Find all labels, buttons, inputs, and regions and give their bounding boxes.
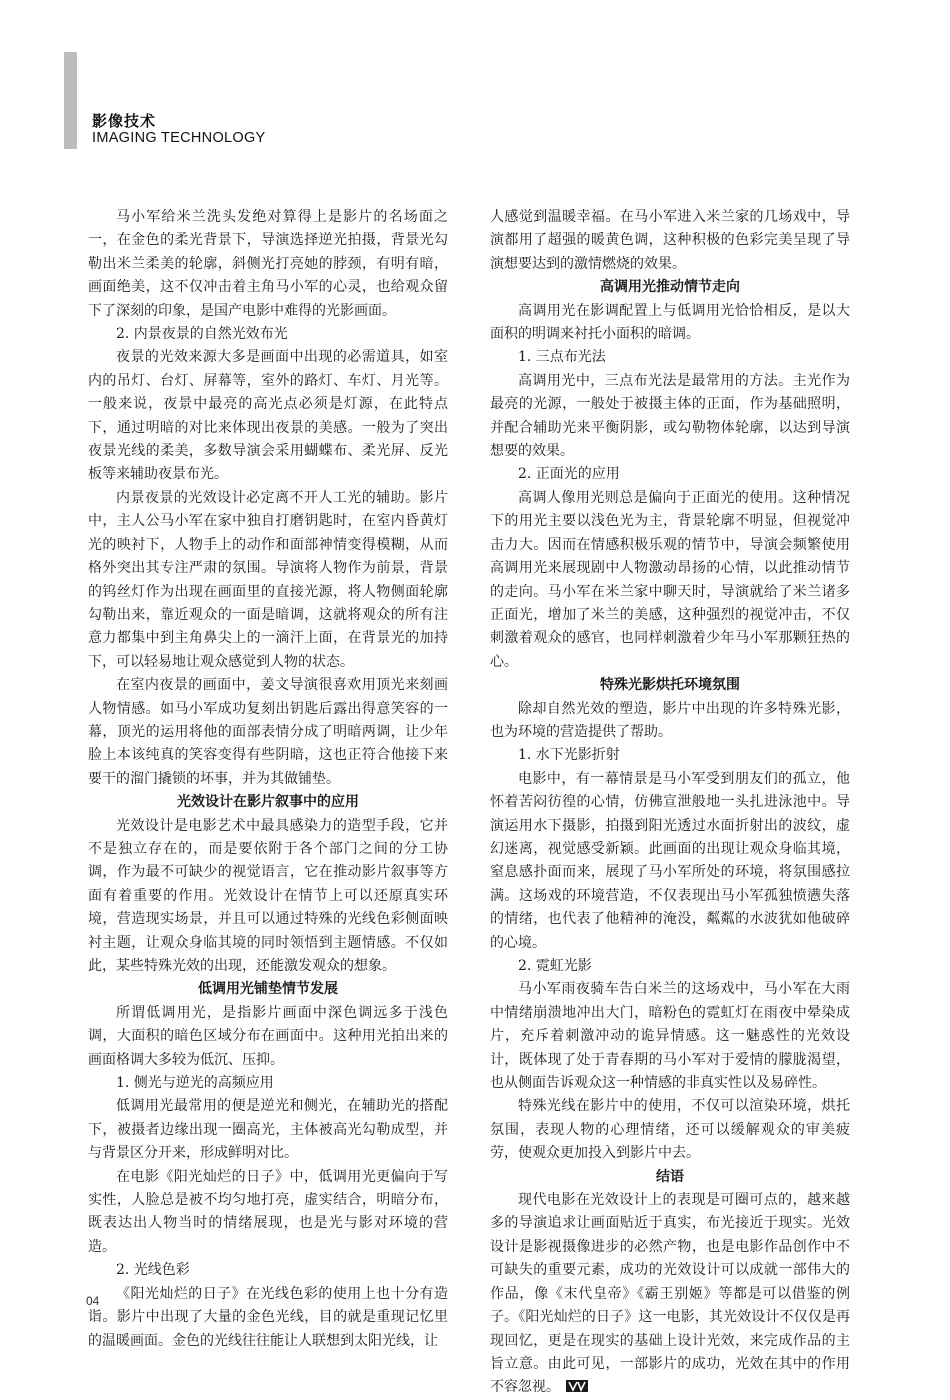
right-column	[490, 206, 850, 1400]
paragraph: 光效设计是电影艺术中最具感染力的造型手段，它并不是独立存在的，而是要依附于各个部门之间的分工协调，作为最不可缺少的视觉语言，它在推动影片叙事等方面有着重要的作用。光效设计在情节上可以还原真实环境，营造现实场景，并且可以通过特殊的光线色彩侧面映衬主题，让观众身临其境的同时领悟到主题情感。不仅如此，某些特殊光效的出现，还能激发观众的想象。	[88, 817, 448, 974]
paragraph: 马小军给米兰洗头发绝对算得上是影片的名场面之一，在金色的柔光背景下，导演选择逆光拍摄，背景光勾勒出米兰柔美的轮廓，斜侧光打亮她的脖颈，有明有暗，画面绝美，这不仅冲击着主角马小军的心灵，也给观众留下了深刻的印象，是国产电影中难得的光影画面。	[88, 209, 448, 319]
paragraph: 高调人像用光则总是偏向于正面光的使用。这种情况下的用光主要以浅色光为主，背景轮廓不明显，但视觉冲击力大。因而在情感积极乐观的情节中，导演会频繁使用高调用光来展现剧中人物激动昂扬的心情，以此推动情节的走向。马小军在米兰家中聊天时，导演就给了米兰诸多正面光，增加了米兰的美感，这种强烈的视觉冲击，不仅刺激着观众的感官，也同样刺激着少年马小军那颗狂热的心。	[490, 489, 850, 670]
paragraph: 《阳光灿烂的日子》在光线色彩的使用上也十分有造诣。影片中出现了大量的金色光线，目的就是重现记忆里的温暖画面。金色的光线往往能让人联想到太阳光线，让	[88, 1285, 448, 1349]
subheading: 2. 正面光的应用	[518, 466, 620, 483]
paragraph	[490, 1189, 850, 1400]
paragraph: 在电影《阳光灿烂的日子》中，低调用光更偏向于写实性，人脸总是被不均匀地打亮，虚实结合，明暗分布，既表达出人物当时的情绪展现，也是光与影对环境的营造。	[88, 1168, 448, 1255]
paragraph: 内景夜景的光效设计必定离不开人工光的辅助。影片中，主人公马小军在家中独自打磨钥匙时，在室内昏黄灯光的映衬下，人物手上的动作和面部神情变得模糊，从而格外突出其专注严肃的氛围。导演将人物作为前景，背景的钨丝灯作为出现在画面里的直接光源，将人物侧面轮廓勾勒出来，靠近观众的一面是暗调，这就将观众的所有注意力都集中到主角鼻尖上的一滴汗上面，在背景光的加持下，可以轻易地让观众感觉到人物的状态。	[88, 489, 448, 670]
paragraph: 特殊光线在影片中的使用，不仅可以渲染环境，烘托氛围，表现人物的心理情绪，还可以缓解观众的审美疲劳，使观众更加投入到影片中去。	[490, 1098, 850, 1162]
header-accent-bar	[64, 52, 77, 149]
paragraph: 在室内夜景的画面中，姜文导演很喜欢用顶光来刻画人物情感。如马小军成功复刻出钥匙后露出得意笑容的一幕，顶光的运用将他的面部表情分成了明暗两调，让少年脸上本该纯真的笑容变得有些阴暗，这也正符合他接下来要干的溜门撬锁的坏事，并为其做铺垫。	[88, 677, 448, 787]
paragraph: 除却自然光效的塑造，影片中出现的许多特殊光影，也为环境的营造提供了帮助。	[490, 700, 850, 740]
paragraph-text: 现代电影在光效设计上的表现是可圈可点的，越来越多的导演追求让画面贴近于真实，布光接近于现实。光效设计是影视摄像进步的必然产物，也是电影作品创作中不可缺失的重要元素，成功的光效设计可以成就一部伟大的作品，像《末代皇帝》《霸王别姬》等都是可以借鉴的例子。《阳光灿烂的日子》这一电影，其光效设计不仅仅是再现回忆，更是在现实的基础上设计光效，来完成作品的主旨立意。由此可见，一部影片的成功，光效在其中的作用不容忽视。	[490, 1192, 850, 1396]
subheading: 1. 水下光影折射	[518, 747, 620, 764]
section-subtitle: IMAGING TECHNOLOGY	[92, 130, 266, 146]
paragraph: 所谓低调用光，是指影片画面中深色调远多于浅色调，大面积的暗色区域分布在画面中。这种用光拍出来的画面格调大多较为低沉、压抑。	[88, 1004, 448, 1068]
subheading: 1. 三点布光法	[518, 349, 606, 366]
subheading: 1. 侧光与逆光的高频应用	[116, 1075, 274, 1092]
paragraph: 低调用光最常用的便是逆光和侧光，在辅助光的搭配下，被摄者边缘出现一圈高光，主体被高光勾勒成型，并与背景区分开来，形成鲜明对比。	[88, 1098, 448, 1162]
end-mark-icon	[566, 1380, 588, 1392]
section-heading: 结语	[656, 1168, 684, 1185]
section-heading: 光效设计在影片叙事中的应用	[177, 794, 359, 811]
paragraph: 高调用光中，三点布光法是最常用的方法。主光作为最亮的光源，一般处于被摄主体的正面，作为基础照明，并配合辅助光来平衡阴影，或勾勒物体轮廓，以达到导演想要的效果。	[490, 372, 850, 460]
paragraph: 高调用光在影调配置上与低调用光恰恰相反，是以大面积的明调来衬托小面积的暗调。	[490, 302, 850, 343]
paragraph: 电影中，有一幕情景是马小军受到朋友们的孤立，他怀着苦闷彷徨的心情，仿佛宣泄般地一头扎进泳池中。导演运用水下摄影，拍摄到阳光透过水面折射出的波纹，虚幻迷离，视觉感受新颖。此画面的出现让观众身临其境，窒息感扑面而来，展现了马小军所处的环境，将氛围感拉满。这场戏的环境营造，不仅表现出马小军孤独愤懑失落的情绪，也代表了他精神的淹没，粼粼的水波犹如他破碎的心境。	[490, 770, 850, 951]
paragraph: 人感觉到温暖幸福。在马小军进入米兰家的几场戏中，导演都用了超强的暖黄色调，这种积极的色彩完美呈现了导演想要达到的激情燃烧的效果。	[490, 209, 850, 272]
section-heading: 特殊光影烘托环境氛围	[600, 677, 740, 694]
left-column	[88, 206, 448, 1353]
subheading: 2. 霓虹光影	[518, 958, 592, 974]
paragraph: 马小军雨夜骑车告白米兰的这场戏中，马小军在大雨中情绪崩溃地冲出大门，暗粉色的霓虹灯在雨夜中晕染成片，充斥着刺激冲动的诡异情感。这一魅惑性的光效设计，既体现了处于青春期的马小军对于爱情的朦胧渴望，也从侧面告诉观众这一种情感的非真实性以及易碎性。	[490, 981, 850, 1092]
subheading: 2. 内景夜景的自然光效布光	[116, 326, 288, 343]
page-number: 04	[86, 1294, 100, 1308]
section-heading: 低调用光铺垫情节发展	[198, 981, 338, 998]
subheading: 2. 光线色彩	[116, 1262, 190, 1279]
paragraph: 夜景的光效来源大多是画面中出现的必需道具，如室内的吊灯、台灯、屏幕等，室外的路灯、车灯、月光等。一般来说，夜景中最亮的高光点必须是灯源，在此特点下，通过明暗的对比来体现出夜景的美感。一般为了突出夜景光线的柔美，多数导演会采用蝴蝶布、柔光屏、反光板等来辅助夜景布光。	[88, 349, 448, 483]
section-heading: 高调用光推动情节走向	[600, 279, 740, 296]
section-title: 影像技术	[92, 112, 157, 130]
